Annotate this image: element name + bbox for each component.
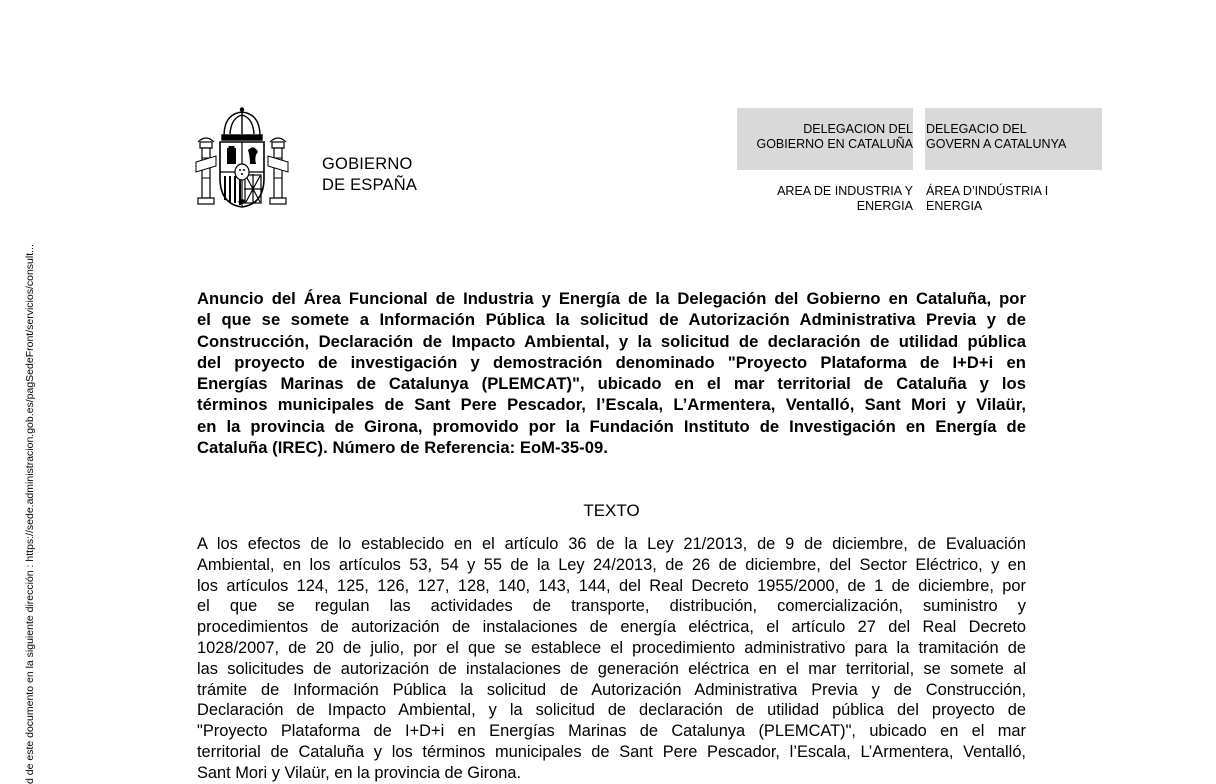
body-paragraph — [197, 534, 1026, 784]
title-line: Cataluña (IREC). Número de Referencia: EoM-35-09. — [197, 438, 608, 458]
government-name — [322, 154, 417, 196]
delegation-ca-line: DELEGACIO DEL — [926, 122, 1027, 136]
area-es-label — [737, 184, 913, 214]
body-line: Sant Mori y Vilaür, en la provincia de Girona. — [197, 763, 522, 782]
title-line: Energías Marinas de Catalunya (PLEMCAT)", ubicado en el mar territorial de Cataluña y los — [197, 374, 1026, 394]
title-line: Construcción, Declaración de Impacto Ambiental, y la solicitud de declaración de utilidad pública — [197, 331, 1026, 351]
delegation-ca-label — [926, 122, 1102, 152]
area-es-line: ENERGIA — [856, 199, 913, 213]
delegation-ca-line: GOVERN A CATALUNYA — [926, 137, 1067, 151]
body-line: las solicitudes de autorización de instalaciones de generación eléctrica en el mar territorial, se somete al — [197, 659, 1026, 678]
body-line: territorial de Cataluña y los términos municipales de Sant Pere Pescador, l’Escala, L’Armentera, Ventalló, — [197, 742, 1026, 761]
title-line: el que se somete a Información Pública la solicitud de Autorización Administrativa Previa y de — [197, 310, 1026, 330]
title-line: Anuncio del Área Funcional de Industria y Energía de la Delegación del Gobierno en Cataluña, por — [197, 289, 1026, 308]
title-line: del proyecto de investigación y demostración denominado "Proyecto Plataforma de I+D+i en — [197, 352, 1026, 372]
area-ca-label — [926, 184, 1102, 214]
body-line: el que se regulan las actividades de transporte, distribución, comercialización, suministro y — [197, 597, 1026, 616]
area-ca-line: ÁREA D’INDÚSTRIA I — [926, 184, 1049, 198]
title-line: términos municipales de Sant Pere Pescador, l’Escala, L’Armentera, Ventalló, Sant Mori y Vilaür, — [197, 395, 1026, 415]
body-line: Declaración de Impacto Ambiental, y la solicitud de declaración de utilidad pública del proyecto de — [197, 701, 1026, 720]
government-name-line: DE ESPAÑA — [322, 176, 418, 194]
area-es-line: AREA DE INDUSTRIA Y — [777, 184, 913, 198]
delegation-es-line: DELEGACION DEL — [803, 122, 913, 136]
government-name-line: GOBIERNO — [322, 155, 413, 173]
delegation-es-label — [737, 122, 913, 152]
delegation-es-line: GOBIERNO EN CATALUÑA — [756, 137, 913, 151]
body-line: "Proyecto Plataforma de I+D+i en Energías Marinas de Catalunya (PLEMCAT)", ubicado en el mar — [197, 722, 1026, 741]
body-line: los artículos 124, 125, 126, 127, 128, 140, 143, 144, del Real Decreto 1955/2000, de 1 de diciembre, por — [197, 576, 1026, 595]
area-ca-line: ENERGIA — [926, 199, 983, 213]
title-line: en la provincia de Girona, promovido por la Fundación Instituto de Investigación en Energía de — [197, 416, 1026, 436]
body-line: Ambiental, en los artículos 53, 54 y 55 de la Ley 24/2013, de 26 de diciembre, del Sector Eléctrico, y en — [197, 555, 1026, 574]
section-heading: TEXTO — [583, 501, 640, 520]
announcement-title — [197, 288, 1026, 458]
verification-side-note: d de este documento en la siguiente dirección : https://sede.administracion.gob.es/pagSedeFront/servicios/consult... — [24, 244, 36, 784]
body-line: 1028/2007, de 20 de julio, por el que se establece el procedimiento administrativo para la tramitación de — [197, 638, 1026, 657]
body-line: procedimientos de autorización de instalaciones de energía eléctrica, el artículo 27 del Real Decreto — [197, 618, 1026, 637]
coat-of-arms-logo — [194, 106, 290, 210]
body-line: A los efectos de lo establecido en el artículo 36 de la Ley 21/2013, de 9 de diciembre, de Evaluación — [197, 535, 1026, 553]
body-line: trámite de Información Pública la solicitud de Autorización Administrativa Previa y de Construcción, — [197, 680, 1026, 699]
